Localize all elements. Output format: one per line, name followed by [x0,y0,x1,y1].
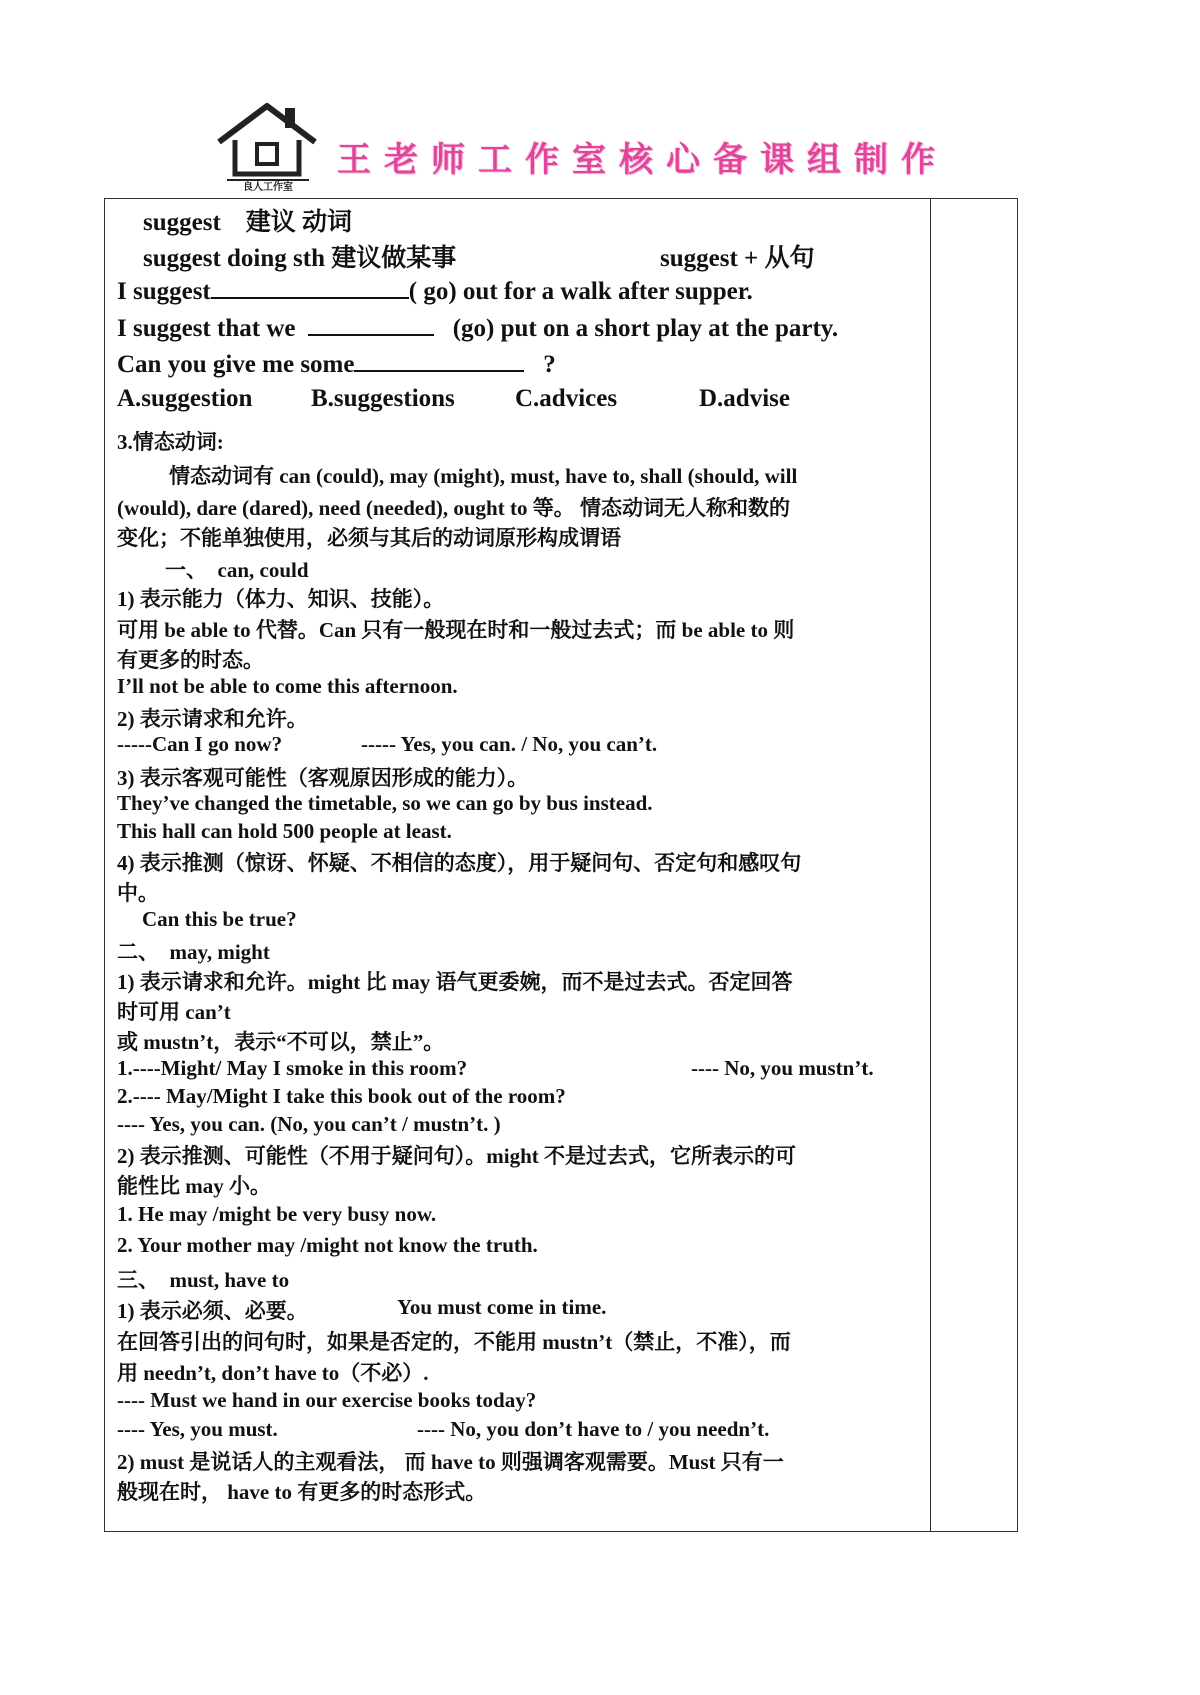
text-line: 有更多的时态。 [117,648,264,672]
example-sentence: 2.---- May/Might I take this book out of the room? [117,1084,566,1108]
example-sentence: ---- Must we hand in our exercise books today? [117,1388,537,1412]
example-sentence: They’ve changed the timetable, so we can go by bus instead. [117,791,653,815]
example-sentence: ---- No, you don’t have to / you needn’t. [417,1417,770,1441]
text-line: 2) 表示请求和允许。 [117,707,308,731]
text-line: 1) 表示请求和允许。might 比 may 语气更委婉，而不是过去式。否定回答 [117,970,793,994]
text-line: 4) 表示推测（惊讶、怀疑、不相信的态度），用于疑问句、否定句和感叹句 [117,851,802,875]
exercise-line [117,312,838,343]
paragraph-line: 变化；不能单独使用，必须与其后的动词原形构成谓语 [117,526,621,550]
table-column-divider [930,198,931,1532]
exercise-text: (go) put on a short play at the party. [452,315,839,342]
paragraph-line: 情态动词有 can (could), may (might), must, have to, shall (should, will [169,464,798,488]
example-sentence: ---- No, you mustn’t. [691,1056,874,1080]
text-line: 中。 [117,881,159,905]
example-sentence: 1.----Might/ May I smoke in this room? [117,1056,468,1080]
option-d: D.advise [699,385,790,412]
text-line: 2) 表示推测、可能性（不用于疑问句）。might 不是过去式，它所表示的可 [117,1144,796,1168]
text-line: 2) must 是说话人的主观看法， 而 have to 则强调客观需要。Must 只有一 [117,1450,784,1474]
exercise-text: ? [543,351,556,378]
text-line: 般现在时， have to 有更多的时态形式。 [117,1480,487,1504]
text-line: 在回答引出的问句时，如果是否定的，不能用 mustn’t（禁止，不准），而 [117,1330,791,1354]
header-title: 王老师工作室核心备课组制作 [337,140,948,180]
logo-caption: 良人工作室 [243,182,293,193]
subsection-heading: 一、 can, could [165,558,309,582]
text-line: suggest 建议 动词 [143,209,353,236]
example-sentence: 2. Your mother may /might not know the truth. [117,1233,538,1257]
section-heading: 3.情态动词: [117,430,224,454]
exercise-text: ( go) out for a walk after supper. [408,278,753,305]
text-line: 时可用 can’t [117,1000,231,1024]
example-sentence: Can this be true? [142,907,297,931]
example-sentence: ----- Yes, you can. / No, you can’t. [361,732,658,756]
example-sentence: ---- Yes, you can. (No, you can’t / mustn’t. ) [117,1112,501,1136]
text-line: 或 mustn’t，表示“不可以，禁止”。 [117,1030,445,1054]
exercise-text: Can you give me some [117,351,355,378]
example-sentence: 1. He may /might be very busy now. [117,1202,437,1226]
exercise-line [117,348,556,379]
example-sentence: This hall can hold 500 people at least. [117,819,452,843]
option-a: A.suggestion [117,385,253,412]
answer-blank[interactable] [211,275,409,299]
option-b: B.suggestions [311,385,455,412]
exercise-text: I suggest [117,278,211,305]
text-line: suggest doing sth 建议做某事 [143,245,457,272]
answer-blank[interactable] [354,348,524,372]
exercise-text: I suggest that we [117,315,296,342]
example-sentence: I’ll not be able to come this afternoon. [117,674,458,698]
subsection-heading: 三、 must, have to [117,1268,290,1292]
text-line: suggest + 从句 [660,245,815,272]
example-sentence: -----Can I go now? [117,732,283,756]
paragraph-line: (would), dare (dared), need (needed), ought to 等。 情态动词无人称和数的 [117,496,790,520]
example-sentence: You must come in time. [397,1295,607,1319]
text-line: 3) 表示客观可能性（客观原因形成的能力）。 [117,766,529,790]
page-header [215,100,1015,200]
text-line: 1) 表示能力（体力、知识、技能）。 [117,587,445,611]
answer-blank[interactable] [308,312,434,336]
exercise-line [117,275,753,306]
option-c: C.advices [515,385,618,412]
text-line: 用 needn’t, don’t have to（不必）. [117,1361,429,1385]
text-line: 可用 be able to 代替。Can 只有一般现在时和一般过去式；而 be able to 则 [117,618,795,642]
example-sentence: ---- Yes, you must. [117,1417,278,1441]
text-line: 1) 表示必须、必要。 [117,1299,308,1323]
text-line: 能性比 may 小。 [117,1174,271,1198]
subsection-heading: 二、 may, might [117,940,270,964]
